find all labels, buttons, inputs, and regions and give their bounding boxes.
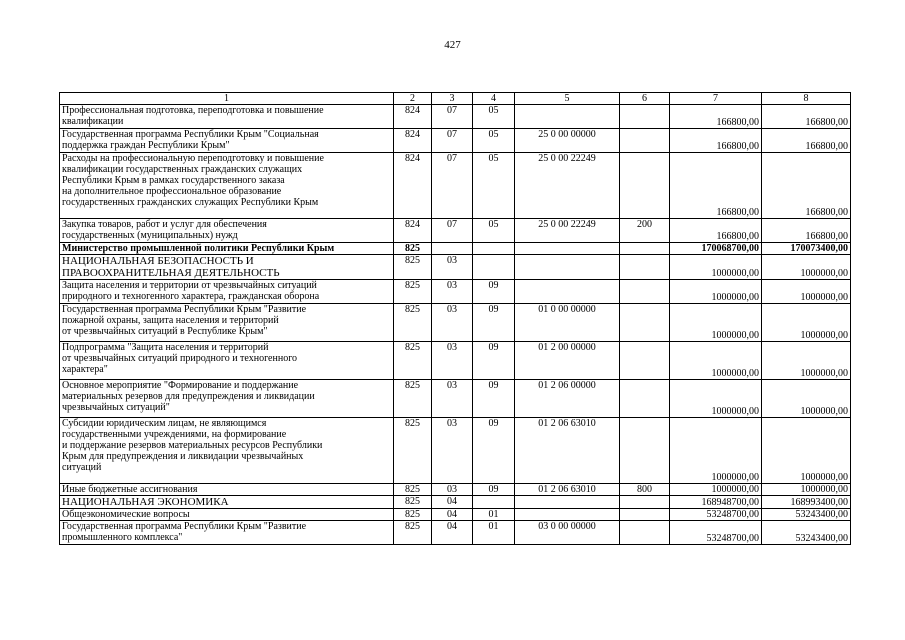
subsection-cell: 01 xyxy=(473,509,515,521)
section-cell: 04 xyxy=(432,509,473,521)
ved-cell: 825 xyxy=(394,380,432,418)
row-name-line: характера" xyxy=(62,364,108,375)
row-name-line: государственных гражданских служащих Республики Крым xyxy=(62,197,319,208)
budget-table xyxy=(59,92,851,545)
amount-year1-cell: 1000000,00 xyxy=(670,304,762,342)
row-name-cell xyxy=(60,243,394,255)
table-row xyxy=(60,255,851,280)
section-cell: 03 xyxy=(432,280,473,304)
expense-type-cell xyxy=(620,496,670,509)
subsection-cell: 09 xyxy=(473,418,515,484)
expense-type-cell xyxy=(620,243,670,255)
column-header: 6 xyxy=(620,93,670,105)
ved-cell: 824 xyxy=(394,129,432,153)
row-name-line: Государственная программа Республики Крым "Развитие xyxy=(62,521,307,532)
amount-year1-cell: 1000000,00 xyxy=(670,280,762,304)
row-name-line: Республики Крым в рамках государственного заказа xyxy=(62,175,285,186)
section-cell: 07 xyxy=(432,153,473,219)
row-name-line: государственными учреждениями, на формирование xyxy=(62,429,287,440)
subsection-cell: 05 xyxy=(473,219,515,243)
ved-cell: 825 xyxy=(394,521,432,545)
subsection-cell xyxy=(473,243,515,255)
expense-type-cell xyxy=(620,342,670,380)
amount-year1-cell: 1000000,00 xyxy=(670,418,762,484)
table-row xyxy=(60,129,851,153)
column-header: 7 xyxy=(670,93,762,105)
amount-year1-cell: 1000000,00 xyxy=(670,255,762,280)
amount-year1-cell: 1000000,00 xyxy=(670,342,762,380)
column-header: 4 xyxy=(473,93,515,105)
target-article-cell xyxy=(515,280,620,304)
target-article-cell: 01 0 00 00000 xyxy=(515,304,620,342)
column-header: 1 xyxy=(60,93,394,105)
ved-cell: 825 xyxy=(394,342,432,380)
row-name-line: материальных резервов для предупреждения и ликвидации xyxy=(62,391,315,402)
row-name-line: государственных (муниципальных) нужд xyxy=(62,230,238,241)
target-article-cell: 03 0 00 00000 xyxy=(515,521,620,545)
ved-cell: 824 xyxy=(394,219,432,243)
table-row xyxy=(60,509,851,521)
row-name-line: Закупка товаров, работ и услуг для обеспечения xyxy=(62,219,267,230)
row-name-line: природного и техногенного характера, гражданская оборона xyxy=(62,291,320,302)
row-name-cell xyxy=(60,153,394,219)
row-name-line: Защита населения и территории от чрезвычайных ситуаций xyxy=(62,280,317,291)
amount-year2-cell: 168993400,00 xyxy=(762,496,851,509)
subsection-cell: 05 xyxy=(473,153,515,219)
row-name-line: квалификации xyxy=(62,116,124,127)
target-article-cell xyxy=(515,509,620,521)
table-row xyxy=(60,243,851,255)
amount-year2-cell: 166800,00 xyxy=(762,219,851,243)
row-name-line: на дополнительное профессиональное образование xyxy=(62,186,282,197)
row-name-cell xyxy=(60,521,394,545)
section-cell: 03 xyxy=(432,255,473,280)
table-row xyxy=(60,521,851,545)
table-row xyxy=(60,380,851,418)
row-name-line: от чрезвычайных ситуаций в Республике Крым" xyxy=(62,326,268,337)
amount-year2-cell: 1000000,00 xyxy=(762,484,851,496)
amount-year1-cell: 168948700,00 xyxy=(670,496,762,509)
target-article-cell xyxy=(515,255,620,280)
table-row xyxy=(60,342,851,380)
expense-type-cell: 800 xyxy=(620,484,670,496)
subsection-cell: 09 xyxy=(473,484,515,496)
row-name-line: Крым для предупреждения и ликвидации чрезвычайных xyxy=(62,451,304,462)
target-article-cell: 25 0 00 22249 xyxy=(515,219,620,243)
amount-year2-cell: 1000000,00 xyxy=(762,418,851,484)
expense-type-cell xyxy=(620,280,670,304)
table-row xyxy=(60,153,851,219)
target-article-cell: 01 2 00 00000 xyxy=(515,342,620,380)
subsection-cell: 09 xyxy=(473,280,515,304)
row-name-line: Государственная программа Республики Крым "Развитие xyxy=(62,304,307,315)
subsection-cell: 05 xyxy=(473,129,515,153)
page-number: 427 xyxy=(444,39,461,51)
row-name-cell xyxy=(60,255,394,280)
target-article-cell: 01 2 06 00000 xyxy=(515,380,620,418)
amount-year2-cell: 1000000,00 xyxy=(762,342,851,380)
section-cell: 03 xyxy=(432,380,473,418)
expense-type-cell xyxy=(620,255,670,280)
row-name-cell xyxy=(60,380,394,418)
row-name-line: Государственная программа Республики Крым "Социальная xyxy=(62,129,319,140)
column-number-row xyxy=(60,93,851,105)
column-header: 2 xyxy=(394,93,432,105)
section-cell: 04 xyxy=(432,496,473,509)
subsection-cell: 05 xyxy=(473,105,515,129)
section-cell: 03 xyxy=(432,484,473,496)
ved-cell: 825 xyxy=(394,304,432,342)
row-name-line: Основное мероприятие "Формирование и поддержание xyxy=(62,380,299,391)
ved-cell: 825 xyxy=(394,418,432,484)
row-name-line: НАЦИОНАЛЬНАЯ БЕЗОПАСНОСТЬ И xyxy=(62,255,254,267)
subsection-cell xyxy=(473,496,515,509)
expense-type-cell xyxy=(620,129,670,153)
amount-year2-cell: 53243400,00 xyxy=(762,521,851,545)
column-header: 5 xyxy=(515,93,620,105)
table-row xyxy=(60,418,851,484)
table-row xyxy=(60,484,851,496)
section-cell: 03 xyxy=(432,342,473,380)
ved-cell: 824 xyxy=(394,105,432,129)
ved-cell: 825 xyxy=(394,484,432,496)
table-row xyxy=(60,280,851,304)
section-cell: 03 xyxy=(432,304,473,342)
subsection-cell xyxy=(473,255,515,280)
section-cell: 07 xyxy=(432,105,473,129)
expense-type-cell xyxy=(620,509,670,521)
amount-year2-cell: 170073400,00 xyxy=(762,243,851,255)
row-name-line: Профессиональная подготовка, переподготовка и повышение xyxy=(62,105,324,116)
amount-year1-cell: 166800,00 xyxy=(670,219,762,243)
ved-cell: 825 xyxy=(394,243,432,255)
expense-type-cell xyxy=(620,153,670,219)
row-name-line: пожарной охраны, защита населения и территорий xyxy=(62,315,279,326)
expense-type-cell xyxy=(620,418,670,484)
expense-type-cell xyxy=(620,304,670,342)
expense-type-cell xyxy=(620,521,670,545)
amount-year1-cell: 1000000,00 xyxy=(670,380,762,418)
row-name-line: чрезвычайных ситуаций" xyxy=(62,402,170,413)
amount-year2-cell: 1000000,00 xyxy=(762,380,851,418)
subsection-cell: 01 xyxy=(473,521,515,545)
section-cell: 07 xyxy=(432,129,473,153)
row-name-line: НАЦИОНАЛЬНАЯ ЭКОНОМИКА xyxy=(62,496,229,508)
row-name-line: квалификации государственных гражданских служащих xyxy=(62,164,303,175)
expense-type-cell xyxy=(620,380,670,418)
amount-year1-cell: 170068700,00 xyxy=(670,243,762,255)
row-name-cell xyxy=(60,418,394,484)
table-row xyxy=(60,304,851,342)
row-name-line: и поддержание резервов материальных ресурсов Республики xyxy=(62,440,323,451)
row-name-line: поддержка граждан Республики Крым" xyxy=(62,140,230,151)
target-article-cell xyxy=(515,243,620,255)
row-name-line: Иные бюджетные ассигнования xyxy=(62,484,198,495)
column-header: 3 xyxy=(432,93,473,105)
section-cell: 04 xyxy=(432,521,473,545)
row-name-cell xyxy=(60,280,394,304)
amount-year2-cell: 1000000,00 xyxy=(762,280,851,304)
expense-type-cell: 200 xyxy=(620,219,670,243)
ved-cell: 825 xyxy=(394,255,432,280)
subsection-cell: 09 xyxy=(473,342,515,380)
row-name-cell xyxy=(60,484,394,496)
row-name-cell xyxy=(60,129,394,153)
column-header: 8 xyxy=(762,93,851,105)
section-cell: 07 xyxy=(432,219,473,243)
amount-year1-cell: 166800,00 xyxy=(670,105,762,129)
target-article-cell xyxy=(515,496,620,509)
amount-year1-cell: 53248700,00 xyxy=(670,509,762,521)
row-name-line: ситуаций xyxy=(62,462,102,473)
ved-cell: 825 xyxy=(394,509,432,521)
ved-cell: 824 xyxy=(394,153,432,219)
table-row xyxy=(60,219,851,243)
amount-year1-cell: 53248700,00 xyxy=(670,521,762,545)
target-article-cell xyxy=(515,105,620,129)
target-article-cell: 01 2 06 63010 xyxy=(515,484,620,496)
section-cell: 03 xyxy=(432,418,473,484)
row-name-line: Расходы на профессиональную переподготовку и повышение xyxy=(62,153,324,164)
target-article-cell: 25 0 00 22249 xyxy=(515,153,620,219)
row-name-cell xyxy=(60,105,394,129)
row-name-cell xyxy=(60,509,394,521)
table-row xyxy=(60,496,851,509)
row-name-line: Министерство промышленной политики Республики Крым xyxy=(62,243,335,254)
amount-year2-cell: 166800,00 xyxy=(762,105,851,129)
row-name-cell xyxy=(60,219,394,243)
subsection-cell: 09 xyxy=(473,304,515,342)
subsection-cell: 09 xyxy=(473,380,515,418)
amount-year2-cell: 1000000,00 xyxy=(762,255,851,280)
row-name-line: промышленного комплекса" xyxy=(62,532,183,543)
row-name-line: ПРАВООХРАНИТЕЛЬНАЯ ДЕЯТЕЛЬНОСТЬ xyxy=(62,267,280,279)
row-name-line: Субсидии юридическим лицам, не являющимся xyxy=(62,418,267,429)
row-name-cell xyxy=(60,304,394,342)
ved-cell: 825 xyxy=(394,496,432,509)
target-article-cell: 01 2 06 63010 xyxy=(515,418,620,484)
row-name-line: Общеэкономические вопросы xyxy=(62,509,190,520)
table-row xyxy=(60,105,851,129)
amount-year1-cell: 1000000,00 xyxy=(670,484,762,496)
row-name-cell xyxy=(60,496,394,509)
row-name-cell xyxy=(60,342,394,380)
amount-year2-cell: 166800,00 xyxy=(762,153,851,219)
target-article-cell: 25 0 00 00000 xyxy=(515,129,620,153)
section-cell xyxy=(432,243,473,255)
amount-year2-cell: 53243400,00 xyxy=(762,509,851,521)
ved-cell: 825 xyxy=(394,280,432,304)
amount-year1-cell: 166800,00 xyxy=(670,153,762,219)
amount-year2-cell: 1000000,00 xyxy=(762,304,851,342)
expense-type-cell xyxy=(620,105,670,129)
amount-year1-cell: 166800,00 xyxy=(670,129,762,153)
row-name-line: от чрезвычайных ситуаций природного и техногенного xyxy=(62,353,298,364)
amount-year2-cell: 166800,00 xyxy=(762,129,851,153)
row-name-line: Подпрограмма "Защита населения и территорий xyxy=(62,342,269,353)
